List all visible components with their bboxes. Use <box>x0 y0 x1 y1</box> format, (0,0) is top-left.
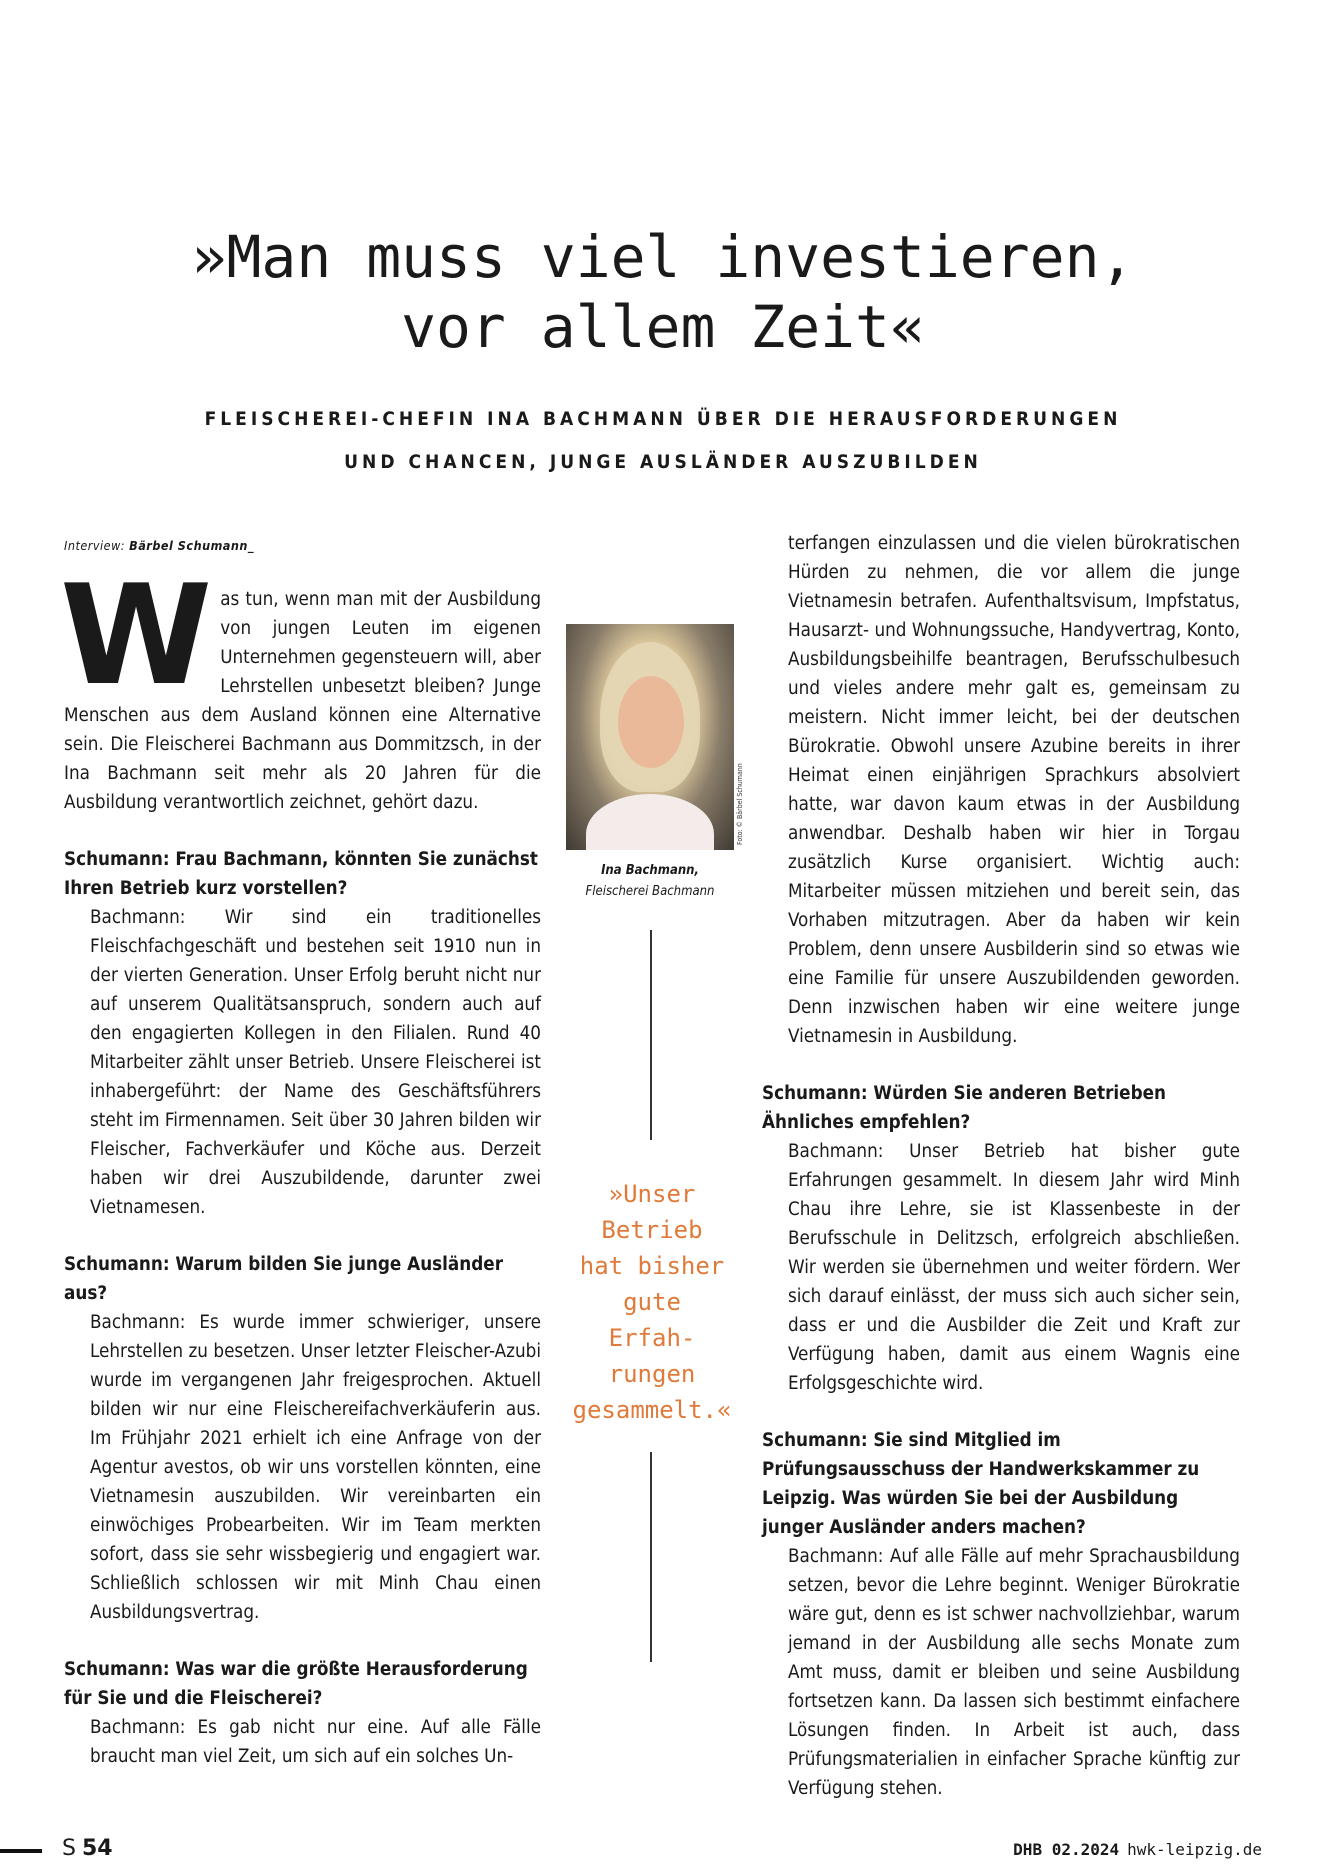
drop-cap: W <box>60 555 207 716</box>
headline-line-1: »Man muss viel investieren, <box>191 223 1135 291</box>
photo-credit: Foto: © Bärbel Schumann <box>736 763 744 845</box>
pull-quote-line: »Unser <box>608 1180 696 1208</box>
question: Schumann: Würden Sie anderen Betrieben Ähnliches empfehlen? <box>762 1083 1166 1133</box>
footer-issue <box>1013 1840 1262 1859</box>
pull-quote-line: Betrieb <box>601 1216 703 1244</box>
pull-quote <box>557 1176 747 1428</box>
website-link[interactable]: hwk-leipzig.de <box>1127 1840 1262 1859</box>
intro-text: as tun, wenn man mit der Ausbildung von jungen Leuten im eigenen Unternehmen gegensteuern will, aber Lehrstellen unbesetzt bleiben? Junge Menschen aus dem Ausland können eine Alternative sein. Die Fleischerei Bachmann aus Dommitzsch, in der Ina Bachmann seit mehr als 20 Jahren für die Ausbildung verantwortlich zeichnet, gehört dazu. <box>64 589 541 813</box>
portrait-photo <box>566 624 734 850</box>
pull-quote-line: Erfah- <box>608 1324 696 1352</box>
subheadline-line-2: UND CHANCEN, JUNGE AUSLÄNDER AUSZUBILDEN <box>344 451 982 473</box>
page-section: S <box>62 1836 76 1861</box>
caption-name: Ina Bachmann, <box>601 863 699 878</box>
intro-paragraph <box>60 555 541 817</box>
headline-line-2: vor allem Zeit« <box>401 293 925 361</box>
answer: Bachmann: Auf alle Fälle auf mehr Sprachausbildung setzen, bevor die Lehre beginnt. Weniger Bürokratie wäre gut, denn es ist schwer nachvollziehbar, warum jemand in der Ausbildung alle sechs Monate zum Amt muss, damit er bleiben und seine Ausbildung fortsetzen kann. Da lassen sich bestimmt einfachere Lösungen finden. In Arbeit ist auch, dass Prüfungsmaterialien in einfacher Sprache künftig zur Verfügung stehen. <box>788 1546 1240 1799</box>
question: Schumann: Was war die größte Herausforderung für Sie und die Fleischerei? <box>64 1659 528 1709</box>
pull-quote-rule-bottom <box>650 1452 652 1662</box>
photo-caption <box>560 860 740 902</box>
answer: Bachmann: Es wurde immer schwieriger, unsere Lehrstellen zu besetzen. Unser letzter Fleischer-Azubi wurde im vergangenen Jahr freigesprochen. Aktuell bilden wir nur eine Fleischereifachverkäuferin aus. Im Frühjahr 2021 erhielt ich eine Anfrage von der Agentur avestos, ob wir uns vorstellen könnten, eine Vietnamesin auszubilden. Wir vereinbarten ein einwöchiges Probearbeiten. Wir im Team merkten sofort, dass sie sehr wissbegierig und engagiert war. Schließlich schlossen wir mit Minh Chau einen Ausbildungsvertrag. <box>90 1312 541 1623</box>
article-column-right <box>762 529 1240 1803</box>
magazine-issue: DHB 02.2024 <box>1013 1840 1120 1859</box>
pull-quote-line: gesammelt.« <box>572 1396 732 1424</box>
question: Schumann: Frau Bachmann, könnten Sie zunächst Ihren Betrieb kurz vorstellen? <box>64 849 538 899</box>
subheadline <box>100 398 1226 484</box>
question: Schumann: Sie sind Mitglied im Prüfungsausschuss der Handwerkskammer zu Leipzig. Was würden Sie bei der Ausbildung junger Ausländer anders machen? <box>762 1430 1200 1538</box>
pull-quote-line: gute <box>623 1288 681 1316</box>
pull-quote-rule-top <box>650 930 652 1140</box>
answer: Bachmann: Unser Betrieb hat bisher gute Erfahrungen gesammelt. In diesem Jahr wird Minh Chau ihre Lehre, sie ist Klassenbeste in der Berufsschule in Delitzsch, erfolgreich abschließen. Wir werden sie übernehmen und weiter fördern. Wer sich darauf einlässt, der muss sich auch sicher sein, dass er und die Ausbilder die Zeit und Kraft zur Verfügung haben, damit aus einem Wagnis eine Erfolgsgeschichte wird. <box>788 1141 1240 1394</box>
article-column-left <box>60 555 541 1771</box>
question: Schumann: Warum bilden Sie junge Ausländer aus? <box>64 1254 503 1304</box>
subheadline-line-1: FLEISCHEREI-CHEFIN INA BACHMANN ÜBER DIE HERAUSFORDERUNGEN <box>204 408 1122 430</box>
page-number <box>62 1836 113 1861</box>
headline <box>100 222 1226 362</box>
footer-bar <box>0 1849 42 1853</box>
byline-author: Bärbel Schumann_ <box>129 538 255 553</box>
caption-company: Fleischerei Bachmann <box>585 884 715 899</box>
answer: Bachmann: Wir sind ein traditionelles Fleischfachgeschäft und bestehen seit 1910 nun in der vierten Generation. Unser Erfolg beruht nicht nur auf unserem Qualitätsanspruch, sondern auch auf den engagierten Kollegen in den Filialen. Rund 40 Mitarbeiter zählt unser Betrieb. Unsere Fleischerei ist inhabergeführt: der Name des Geschäftsführers steht im Firmennamen. Seit über 30 Jahren bilden wir Fleischer, Fachverkäufer und Köche aus. Derzeit haben wir drei Auszubildende, darunter zwei Vietnamesen. <box>90 907 541 1218</box>
answer: Bachmann: Es gab nicht nur eine. Auf alle Fälle braucht man viel Zeit, um sich auf ein solches Un- <box>90 1717 541 1767</box>
byline <box>64 538 254 553</box>
pull-quote-line: hat bisher <box>579 1252 725 1280</box>
continuation-paragraph: terfangen einzulassen und die vielen bürokratischen Hürden zu nehmen, die vor allem die junge Vietnamesin betrafen. Aufenthaltsvisum, Impfstatus, Hausarzt- und Wohnungssuche, Handyvertrag, Konto, Ausbildungsbeihilfe beantragen, Berufsschulbesuch und vieles andere mehr galt es, gemeinsam zu meistern. Nicht immer leicht, bei der deutschen Bürokratie. Obwohl unsere Azubine bereits in ihrer Heimat einen einjährigen Sprachkurs absolviert hatte, war davon kaum etwas in der Ausbildung anwendbar. Deshalb haben wir hier in Torgau zusätzlich Kurse organisiert. Wichtig auch: Mitarbeiter müssen mitziehen und bereit sein, das Vorhaben mitzutragen. Aber da haben wir kein Problem, denn unsere Ausbilderin sind so etwas wie eine Familie für unsere Auszubildenden geworden. Denn inzwischen haben wir eine weitere junge Vietnamesin in Ausbildung. <box>788 533 1240 1047</box>
byline-label: Interview: <box>64 538 130 553</box>
pull-quote-line: rungen <box>608 1360 696 1388</box>
page-number-value: 54 <box>81 1836 113 1861</box>
